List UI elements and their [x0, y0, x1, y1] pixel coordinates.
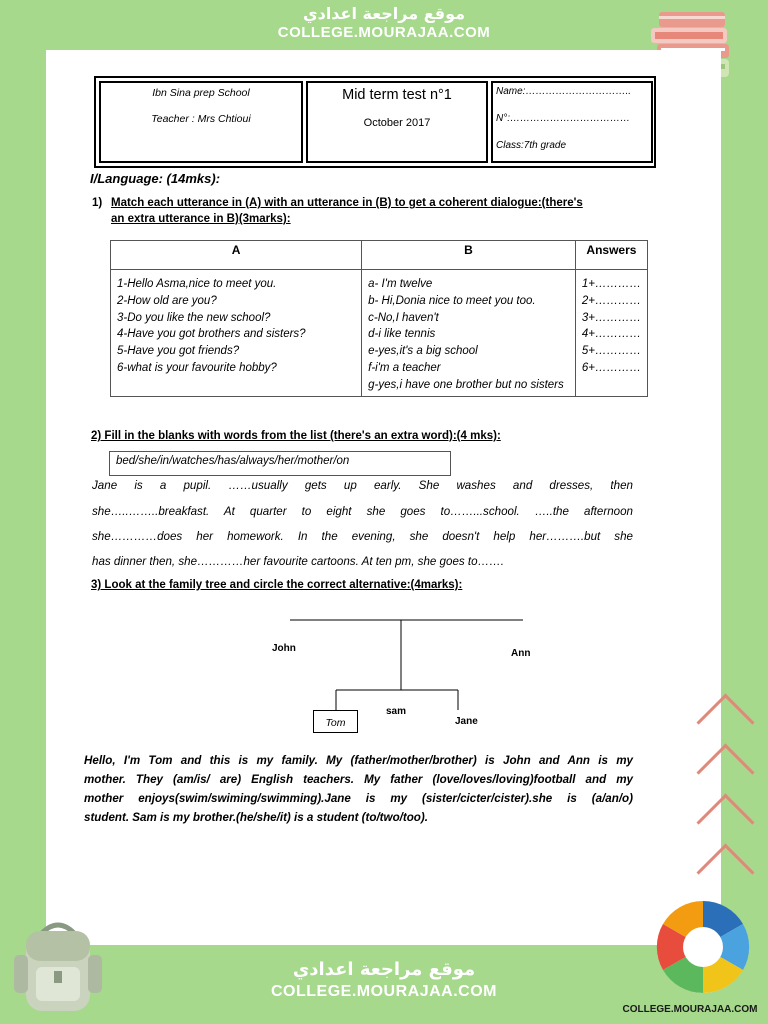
tree-tom: Tom	[325, 717, 346, 729]
site-url[interactable]: COLLEGE.MOURAJAA.COM	[277, 24, 491, 41]
ex1-number: 1)	[92, 197, 103, 209]
matching-table	[110, 240, 648, 397]
ex1-instruction-line1: Match each utterance in (A) with an utterance in (B) to get a coherent dialogue:(there's	[111, 197, 583, 209]
logo-url: COLLEGE.MOURAJAA.COM	[622, 1004, 758, 1015]
number-field[interactable]: N°:………………………………	[496, 113, 630, 124]
utterance-a: 5-Have you got friends?	[117, 345, 240, 358]
utterance-b: g-yes,i have one brother but no sisters	[368, 378, 564, 391]
school-cell	[99, 81, 303, 163]
utterance-a: 2-How old are you?	[117, 294, 217, 307]
answer-blank[interactable]: 4+…………	[581, 328, 641, 341]
ex2-instruction: 2) Fill in the blanks with words from the list (there's an extra word):(4 mks):	[91, 430, 501, 442]
utterance-b: e-yes,it's a big school	[368, 345, 478, 358]
title-cell	[306, 81, 488, 163]
utterance-a: 1-Hello Asma,nice to meet you.	[117, 278, 277, 290]
ex1-instruction-line2: an extra utterance in B)(3marks):	[111, 213, 291, 225]
fill-blanks-line: has dinner then, she…………her favourite cartoons. At ten pm, she goes to…….	[92, 555, 504, 568]
tree-sam: sam	[386, 706, 407, 717]
column-a-header: A	[111, 241, 362, 270]
column-b-cell	[362, 270, 576, 397]
tree-ann: Ann	[511, 648, 531, 659]
answer-blank[interactable]: 1+…………	[581, 278, 641, 290]
test-header	[94, 76, 656, 168]
utterance-b: c-No,I haven't	[368, 311, 439, 324]
tree-jane: Jane	[455, 716, 478, 727]
fill-blanks-line: she…..……..breakfast. At quarter to eight she goes to……...school. …..the afternoon	[92, 505, 633, 518]
column-a-cell	[111, 270, 362, 397]
answers-header: Answers	[575, 241, 647, 270]
answer-blank[interactable]: 3+…………	[581, 311, 641, 324]
answer-blank[interactable]: 2+…………	[581, 294, 641, 307]
alternatives-line: mother. They (am/is/ are) English teachers. My father (love/loves/loving)football and my	[84, 773, 633, 786]
utterance-a: 4-Have you got brothers and sisters?	[117, 328, 306, 341]
tree-john: John	[272, 643, 296, 654]
utterance-a: 3-Do you like the new school?	[117, 311, 271, 324]
fill-blanks-line: Jane is a pupil. ……usually gets up early. She washes and dresses, then	[92, 479, 633, 492]
answer-blank[interactable]: 6+…………	[581, 361, 641, 374]
site-url[interactable]: COLLEGE.MOURAJAA.COM	[271, 983, 497, 1000]
education-circle-icon	[648, 897, 758, 1005]
test-title: Mid term test n°1	[342, 87, 452, 103]
utterance-b: b- Hi,Donia nice to meet you too.	[368, 294, 536, 307]
utterance-b: a- I'm twelve	[368, 278, 433, 290]
section-title: I/Language: (14mks):	[90, 171, 221, 186]
name-field[interactable]: Name:…………………………..	[496, 86, 632, 97]
site-name-arabic: موقع مراجعة اعدادي	[302, 4, 466, 23]
ex3-instruction: 3) Look at the family tree and circle the correct alternative:(4marks):	[91, 579, 463, 591]
student-info-cell	[491, 81, 653, 163]
answers-cell	[575, 270, 647, 397]
answer-blank[interactable]: 5+…………	[581, 345, 641, 358]
alternatives-line: Hello, I'm Tom and this is my family. My (father/mother/brother) is John and Ann is my	[84, 754, 633, 767]
teacher-name: Teacher : Mrs Chtioui	[151, 113, 251, 125]
school-name: Ibn Sina prep School	[152, 87, 250, 99]
fill-blanks-line: she…………does her homework. In the evening, she doesn't help her……….but she	[92, 530, 633, 543]
utterance-b: f-i'm a teacher	[368, 361, 441, 374]
table-header-row	[111, 241, 648, 270]
site-name-arabic: موقع مراجعة اعدادي	[292, 959, 476, 980]
table-row	[111, 270, 648, 397]
test-date: October 2017	[363, 117, 431, 129]
alternatives-line: mother enjoys(swim/swiming/swimming).Jane is my (sister/cicter/cister).she is (a/an/o)	[84, 792, 633, 805]
alternatives-line: student. Sam is my brother.(he/she/it) is a student (to/two/too).	[84, 811, 428, 824]
column-b-header: B	[362, 241, 576, 270]
utterance-b: d-i like tennis	[368, 328, 436, 341]
tree-tom-box	[313, 710, 358, 733]
family-tree-lines	[280, 612, 540, 722]
word-list: bed/she/in/watches/has/always/her/mother/on	[116, 455, 350, 467]
utterance-a: 6-what is your favourite hobby?	[117, 361, 277, 374]
class-field: Class:7th grade	[496, 140, 567, 151]
word-list-box	[109, 451, 451, 476]
